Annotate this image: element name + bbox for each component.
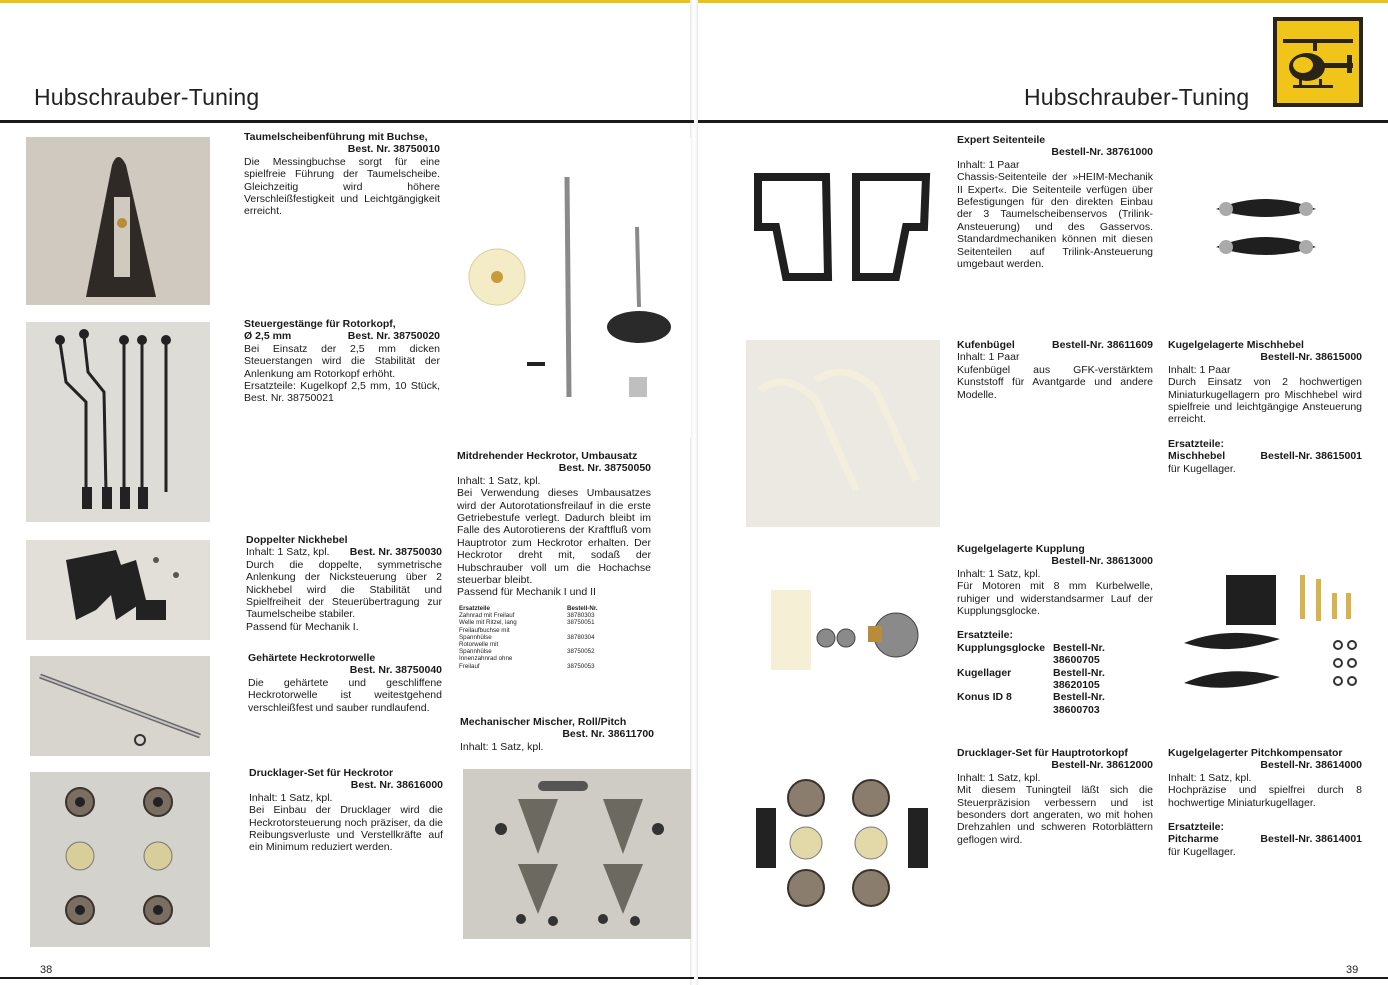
parts-table — [459, 605, 619, 670]
photo-thrust-bearing-main — [746, 758, 940, 938]
item-mixing-levers — [1168, 339, 1362, 475]
top-accent-bar-right — [694, 0, 1388, 3]
item-order-number: Best. Nr. 38750020 — [347, 330, 440, 343]
item-order-number: Best. Nr. 38750030 — [349, 546, 442, 559]
photo-clutch — [746, 560, 940, 730]
parts-table-cell: Spannhülse — [459, 648, 492, 656]
spare-name: Pitcharme — [1168, 833, 1219, 846]
header-rule-right — [698, 120, 1388, 123]
spare-note: für Kugellager. — [1168, 462, 1236, 475]
footer-rule-left — [0, 977, 694, 979]
photo-control-rods — [26, 322, 210, 522]
item-order-number: Bestell-Nr. 38611609 — [1052, 339, 1153, 351]
parts-table-cell: 38750051 — [567, 619, 595, 627]
parts-table-cell: Welle mit Ritzel, lang — [459, 619, 517, 627]
top-accent-bar-left — [0, 0, 694, 3]
item-pitch-compensator — [1168, 747, 1362, 858]
item-heading: Kugelgelagerte Mischhebel — [1168, 339, 1304, 351]
page-number-left: 38 — [40, 964, 53, 976]
item-order-number: Best. Nr. 38616000 — [350, 779, 443, 792]
item-heading: Doppelter Nickhebel — [246, 534, 348, 546]
parts-table-cell: Zahnrad mit Freilauf — [459, 612, 515, 620]
spare-name: Kupplungsglocke — [957, 641, 1046, 654]
parts-table-header-number: Bestell-Nr. — [567, 605, 598, 612]
item-heading: Kugelgelagerter Pitchkompensator — [1168, 747, 1343, 759]
item-spares-label: Ersatzteile: — [1168, 437, 1225, 450]
parts-table-cell: Innenzahnrad ohne — [459, 655, 513, 663]
item-heading: Taumelscheibenführung mit Buchse, — [244, 131, 428, 143]
item-body: Bei Einbau der Drucklager wird die Heckrotorsteuerung noch präziser, da die Reibungsverluste und Verstellkräfte auf ein Minimum reduziert werden. — [249, 804, 443, 854]
item-body: Die gehärtete und geschliffene Heckrotorwelle ist weitestgehend verschleißfest und sauber rundlaufend. — [248, 676, 442, 714]
page-title-left: Hubschrauber-Tuning — [34, 84, 260, 110]
item-order-number: Best. Nr. 38750010 — [347, 143, 440, 156]
item-spares: Ersatzteile: Kugelkopf 2,5 mm, 10 Stück, Best. Nr. 38750021 — [244, 380, 440, 405]
item-heading: Mechanischer Mischer, Roll/Pitch — [460, 716, 627, 728]
page-number-right: 39 — [1346, 964, 1359, 976]
item-body: Kufenbügel aus GFK-verstärktem Kunststoff für Avantgarde und andere Modelle. — [957, 363, 1153, 401]
item-body: Bei Einsatz der 2,5 mm dicken Steuerstangen wird die Stabilität der Anlenkung am Rotorkopf erhöht. — [244, 342, 440, 380]
item-content: Inhalt: 1 Satz, kpl. — [957, 771, 1041, 784]
spare-note: für Kugellager. — [1168, 845, 1236, 858]
item-thrust-bearing-tail — [249, 767, 443, 854]
item-heading: Kugelgelagerte Kupplung — [957, 543, 1085, 555]
photo-mixing-levers — [1168, 137, 1364, 305]
item-content: Inhalt: 1 Paar — [1168, 363, 1231, 376]
item-order-number: Bestell-Nr. 38613000 — [1051, 555, 1153, 568]
spare-name: Mischhebel — [1168, 450, 1226, 463]
parts-table-cell: 38780303 — [567, 612, 595, 620]
item-double-pitch-lever — [246, 534, 442, 633]
helicopter-icon — [1273, 17, 1363, 107]
item-content: Inhalt: 1 Paar — [957, 158, 1020, 171]
photo-skid-brackets — [746, 340, 940, 527]
item-content: Inhalt: 1 Paar — [957, 351, 1020, 364]
item-body: Durch die doppelte, symmetrische Anlenkung der Nicksteuerung über 2 Nickhebel wird die Stabilität und Spielfreiheit der Steuerübertragung zur Taumelscheibe stabiler. — [246, 558, 442, 621]
header-rule-left — [0, 120, 694, 123]
item-order-number: Bestell-Nr. 38614000 — [1260, 759, 1362, 772]
page-gutter — [690, 0, 698, 985]
parts-table-cell: Freilauf — [459, 662, 480, 670]
parts-table-header-name: Ersatzteile — [459, 605, 490, 612]
photo-expert-side-frames — [746, 137, 940, 305]
item-spares-label: Ersatzteile: — [957, 629, 1014, 642]
spare-order: Bestell-Nr. 38600703 — [1053, 691, 1105, 716]
spare-order: Bestell-Nr. 38600705 — [1053, 641, 1105, 667]
item-tail-rotor-shaft — [248, 652, 442, 714]
spare-name: Konus ID 8 — [957, 691, 1012, 704]
photo-tail-rotor-shaft — [30, 656, 210, 756]
item-heading: Drucklager-Set für Heckrotor — [249, 767, 394, 779]
parts-table-cell — [567, 627, 617, 634]
item-heading: Kufenbügel — [957, 339, 1015, 351]
item-skid-brackets — [957, 339, 1153, 401]
item-body: Hochpräzise und spielfrei durch 8 hochwertige Miniaturkugellager. — [1168, 784, 1362, 809]
parts-table-cell: Rotorwelle mit — [459, 641, 499, 649]
item-subheading: Ø 2,5 mm — [244, 330, 292, 343]
item-body: Die Messingbuchse sorgt für eine spielfreie Führung der Taumelscheibe. Gleichzeitig wird höhere Verschleißfestigkeit und Leichtgängigkeit erreicht. — [244, 155, 440, 218]
item-thrust-bearing-main — [957, 747, 1153, 846]
footer-rule-right — [698, 977, 1388, 979]
item-spares-label: Ersatzteile: — [1168, 821, 1225, 834]
parts-table-cell — [567, 655, 617, 662]
parts-table-cell: Freilaufbuchse mit — [459, 626, 510, 634]
item-note: Passend für Mechanik I und II — [457, 586, 596, 599]
spare-order: Bestell-Nr. 38614001 — [1260, 833, 1362, 846]
spare-name: Kugellager — [957, 666, 1012, 679]
item-content: Inhalt: 1 Satz, kpl. — [957, 567, 1041, 580]
photo-mechanical-mixer — [463, 769, 691, 939]
item-order-number: Bestell-Nr. 38612000 — [1051, 759, 1153, 772]
helicopter-logo — [1273, 17, 1363, 107]
parts-table-cell: 38780304 — [567, 633, 595, 641]
item-body: Durch Einsatz von 2 hochwertigen Miniaturkugellagern pro Mischhebel wird spielfreie und leichtgängige Ansteuerung erreicht. — [1168, 376, 1362, 426]
item-content: Inhalt: 1 Satz, kpl. — [249, 791, 333, 804]
item-order-number: Bestell-Nr. 38761000 — [1051, 146, 1153, 159]
item-body: Bei Verwendung dieses Umbausatzes wird der Autorotationsfreilauf in die erste Getriebestufe verlegt. Dadurch bleibt im Falle des Autorotierens der Kraftfluß vom Hauptrotor zum Heckrotor erhalten. Der Heckrotor dreht mit, sodaß der Hubschrauber voll um die Hochachse steuerbar bleibt. — [457, 487, 651, 587]
item-order-number: Best. Nr. 38750050 — [558, 462, 651, 475]
item-note: Passend für Mechanik I. — [246, 620, 359, 633]
item-control-rods — [244, 318, 440, 405]
item-body: Für Motoren mit 8 mm Kurbelwelle, ruhiger und widerstandsarmer Lauf der Kupplungsglocke. — [957, 580, 1153, 618]
item-clutch — [957, 543, 1153, 716]
item-mechanical-mixer — [460, 716, 654, 753]
item-tail-rotor-kit — [457, 450, 651, 599]
parts-table-cell: 38750053 — [567, 662, 595, 670]
item-order-number: Best. Nr. 38750040 — [349, 664, 442, 677]
item-order-number: Bestell-Nr. 38615000 — [1260, 351, 1362, 364]
item-heading: Mitdrehender Heckrotor, Umbausatz — [457, 450, 638, 462]
item-order-number: Best. Nr. 38611700 — [562, 728, 654, 741]
parts-table-cell: 38750052 — [567, 648, 595, 656]
item-heading: Steuergestänge für Rotorkopf, — [244, 318, 396, 330]
spare-order: Bestell-Nr. 38620105 — [1053, 666, 1105, 692]
item-body: Chassis-Seitenteile der »HEIM-Mechanik II Expert«. Die Seitenteile verfügen über Befestigungen für den direkten Einbau der 3 Taumelscheibenservos (Trilink-Ansteuerung) und des Gasservos. Standardmechaniken können mit diesen Seitenteilen auf Trilink-Ansteuerung umgebaut werden. — [957, 171, 1153, 271]
item-content: Inhalt: 1 Satz, kpl. — [457, 474, 541, 487]
item-content: Inhalt: 1 Satz, kpl. — [246, 546, 330, 559]
item-heading: Expert Seitenteile — [957, 134, 1046, 146]
spare-order: Bestell-Nr. 38615001 — [1260, 450, 1362, 463]
photo-pitch-compensator — [1168, 545, 1364, 720]
photo-tail-rotor-kit — [457, 137, 691, 437]
parts-table-cell — [567, 641, 617, 648]
item-heading: Drucklager-Set für Hauptrotorkopf — [957, 747, 1128, 759]
parts-table-cell: Spannhülse — [459, 633, 492, 641]
item-body: Mit diesem Tuningteil läßt sich die Steuerpräzision verbessern und ist besonders dort angeraten, wo mit hohen Drehzahlen und schweren Rotorblättern geflogen wird. — [957, 784, 1153, 846]
photo-double-pitch-lever — [26, 540, 210, 640]
item-content: Inhalt: 1 Satz, kpl. — [1168, 771, 1252, 784]
page-title-right: Hubschrauber-Tuning — [1024, 84, 1250, 110]
photo-swashplate-guide — [26, 137, 210, 305]
item-swashplate-guide — [244, 131, 440, 218]
item-heading: Gehärtete Heckrotorwelle — [248, 652, 376, 664]
item-expert-side-frames — [957, 134, 1153, 270]
item-content: Inhalt: 1 Satz, kpl. — [460, 740, 544, 753]
photo-thrust-bearing-tail — [30, 772, 210, 947]
